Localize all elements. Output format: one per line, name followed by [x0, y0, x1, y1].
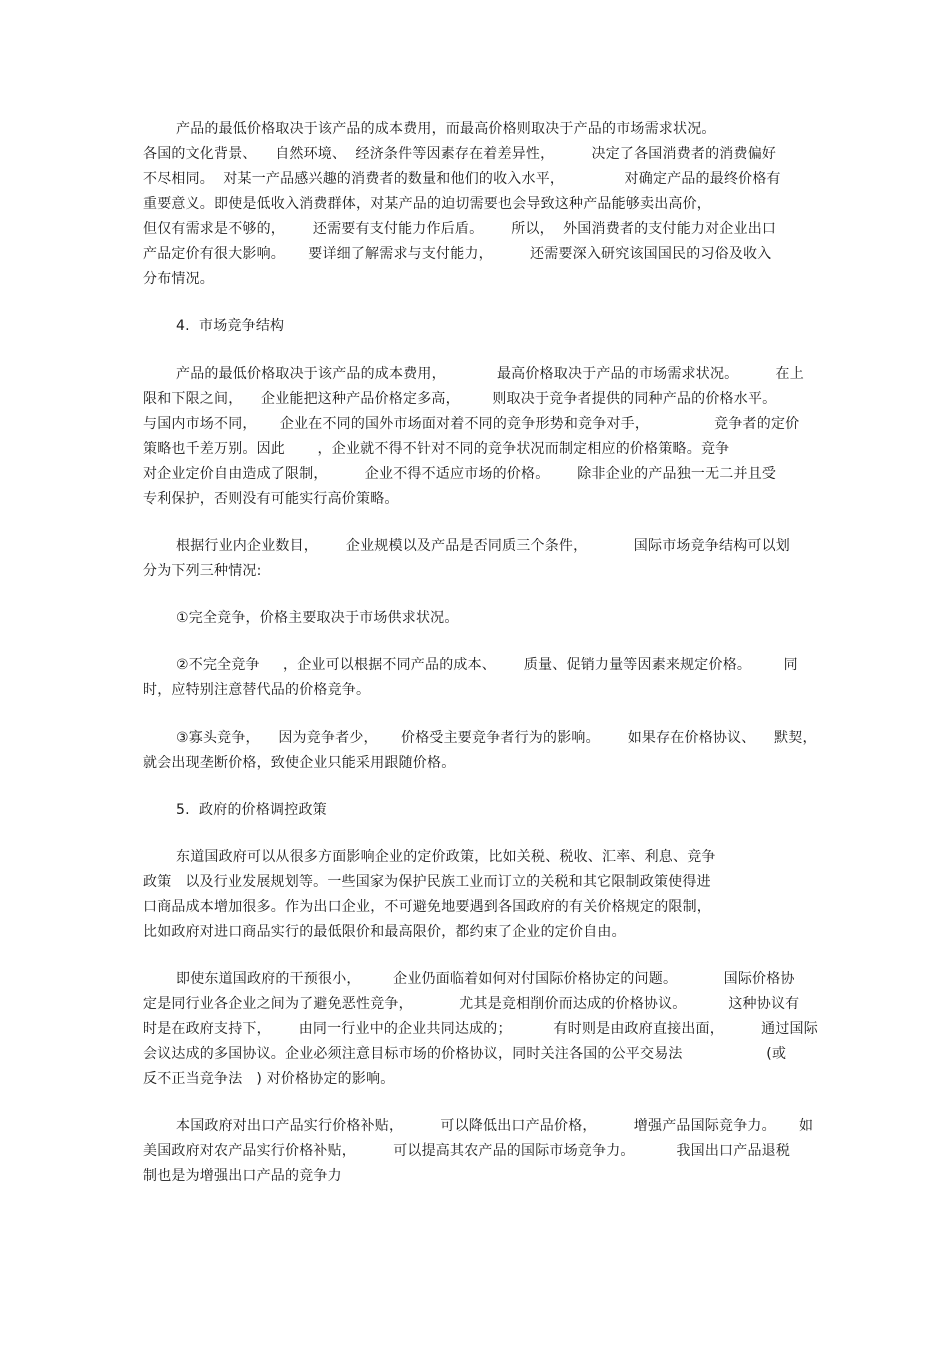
- text-line: 就会出现垄断价格，致使企业只能采用跟随价格。: [143, 755, 456, 771]
- text-line: 策略也千差万别。因此 ，企业就不得不针对不同的竞争状况而制定相应的价格策略。竞争: [143, 441, 730, 457]
- text-line: 东道国政府可以从很多方面影响企业的定价政策，比如关税、税收、汇率、利息、竞争: [176, 849, 716, 865]
- text-line: 专利保护，否则没有可能实行高价策略。: [143, 491, 399, 507]
- list-item: ②不完全竞争 ，企业可以根据不同产品的成本、 质量、促销力量等因素来规定价格。 同: [176, 657, 798, 673]
- section-heading: 4. 市场竞争结构: [176, 318, 285, 334]
- text-line: 产品的最低价格取决于该产品的成本费用，而最高价格则取决于产品的市场需求状况。: [176, 121, 716, 137]
- text-line: 政策 以及行业发展规划等。一些国家为保护民族工业而订立的关税和其它限制政策使得进: [143, 874, 711, 890]
- text-line: 会议达成的多国协议。企业必须注意目标市场的价格协议，同时关注各国的公平交易法 (或: [143, 1046, 787, 1062]
- text-line: 即使东道国政府的干预很小， 企业仍面临着如何对付国际价格协定的问题。 国际价格协: [176, 971, 795, 987]
- text-line: 比如政府对进口商品实行的最低限价和最高限价，都约束了企业的定价自由。: [143, 924, 626, 940]
- text-line: 分布情况。: [143, 271, 214, 287]
- text-line: 产品的最低价格取决于该产品的成本费用， 最高价格取决于产品的市场需求状况。 在上: [176, 366, 804, 382]
- text-line: 反不正当竞争法 ) 对价格协定的影响。: [143, 1071, 395, 1087]
- text-line: 各国的文化背景、 自然环境、 经济条件等因素存在着差异性， 决定了各国消费者的消费偏好: [143, 146, 777, 162]
- text-line: 口商品成本增加很多。作为出口企业，不可避免地要遇到各国政府的有关价格规定的限制，: [143, 899, 711, 915]
- text-line: 对企业定价自由造成了限制， 企业不得不适应市场的价格。 除非企业的产品独一无二并且受: [143, 466, 777, 482]
- text-line: 时是在政府支持下， 由同一行业中的企业共同达成的； 有时则是由政府直接出面， 通过国际: [143, 1021, 818, 1037]
- text-line: 制也是为增强出口产品的竞争力: [143, 1168, 342, 1184]
- text-line: 重要意义。即使是低收入消费群体，对某产品的迫切需要也会导致这种产品能够卖出高价，: [143, 196, 711, 212]
- text-line: 分为下列三种情况:: [143, 563, 262, 579]
- text-line: 美国政府对农产品实行价格补贴， 可以提高其农产品的国际市场竞争力。 我国出口产品退税: [143, 1143, 791, 1159]
- text-line: 本国政府对出口产品实行价格补贴， 可以降低出口产品价格， 增强产品国际竞争力。 如: [176, 1118, 814, 1134]
- text-line: 与国内市场不同， 企业在不同的国外市场面对着不同的竞争形势和竞争对手， 竞争者的定价: [143, 416, 800, 432]
- section-heading: 5. 政府的价格调控政策: [176, 802, 327, 818]
- text-line: 但仅有需求是不够的， 还需要有支付能力作后盾。 所以， 外国消费者的支付能力对企业出口: [143, 221, 777, 237]
- list-item: ③寡头竞争， 因为竞争者少， 价格受主要竞争者行为的影响。 如果存在价格协议、 默契，: [176, 730, 817, 746]
- text-line: 产品定价有很大影响。 要详细了解需求与支付能力， 还需要深入研究该国国民的习俗及收入: [143, 246, 772, 262]
- text-line: 不尽相同。 对某一产品感兴趣的消费者的数量和他们的收入水平， 对确定产品的最终价格有: [143, 171, 781, 187]
- list-item: ①完全竞争，价格主要取决于市场供求状况。: [176, 610, 459, 626]
- text-line: 限和下限之间， 企业能把这种产品价格定多高， 则取决于竞争者提供的同种产品的价格水平。: [143, 391, 777, 407]
- text-line: 时，应特别注意替代品的价格竞争。: [143, 682, 371, 698]
- text-line: 定是同行业各企业之间为了避免恶性竞争， 尤其是竞相削价而达成的价格协议。 这种协议有: [143, 996, 800, 1012]
- text-line: 根据行业内企业数目， 企业规模以及产品是否同质三个条件， 国际市场竞争结构可以划: [176, 538, 791, 554]
